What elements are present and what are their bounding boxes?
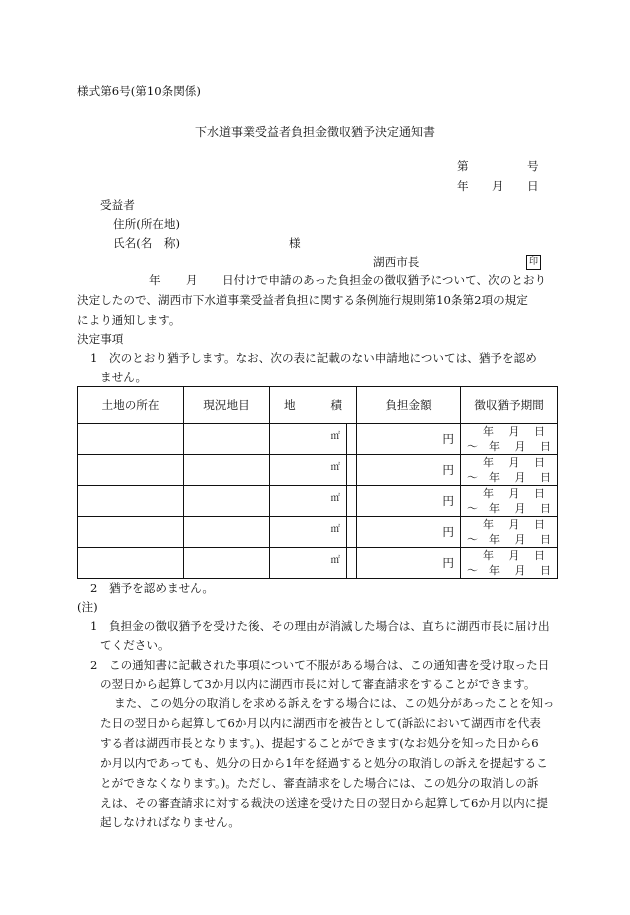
cell-land-use[interactable] — [184, 455, 270, 486]
beneficiary-name: 氏名(名 称) — [113, 236, 181, 250]
period-end: ～ 年 月 日 — [467, 440, 552, 453]
cell-amount[interactable]: 円 — [357, 517, 461, 548]
decision-heading: 決定事項 — [77, 332, 124, 346]
cell-location[interactable] — [78, 548, 184, 579]
cell-location[interactable] — [78, 424, 184, 455]
period-start: 年 月 日 — [483, 549, 546, 562]
note-1: 1 負担金の徴収猶予を受けた後、その理由が消滅した場合は、直ちに湖西市長に届け出 — [90, 619, 550, 633]
cell-period[interactable] — [461, 517, 558, 548]
table-row — [78, 455, 558, 486]
seal-mark: 印 — [526, 255, 541, 270]
cell-land-use[interactable] — [184, 517, 270, 548]
period-start: 年 月 日 — [483, 425, 546, 438]
date-year: 年 — [457, 179, 469, 193]
note-2-line-3: また、この処分の取消しを求める訴えをする場合には、この処分があったことを知っ — [114, 696, 555, 710]
intro-month: 月 — [186, 273, 198, 287]
cell-location[interactable] — [78, 517, 184, 548]
date-month: 月 — [492, 179, 504, 193]
cell-area[interactable] — [270, 424, 347, 455]
beneficiary-heading: 受益者 — [100, 198, 135, 212]
cell-period[interactable] — [461, 486, 558, 517]
doc-no-suffix: 号 — [527, 159, 539, 173]
cell-area[interactable] — [270, 486, 347, 517]
cell-area[interactable] — [270, 517, 347, 548]
table-row — [78, 424, 558, 455]
document-title: 下水道事業受益者負担金徴収猶予決定通知書 — [194, 125, 435, 139]
cell-area[interactable] — [270, 548, 347, 579]
cell-area-fraction[interactable] — [347, 455, 357, 486]
intro-text-3: により通知します。 — [77, 313, 181, 327]
header-location: 土地の所在 — [78, 387, 184, 424]
area-unit: ㎡ — [330, 431, 340, 442]
note-2-line-6: か月以内であっても、処分の日から1年を経過すると処分の取消しの訴えを提起するこ — [100, 756, 548, 770]
cell-area-fraction[interactable] — [347, 517, 357, 548]
beneficiary-honorific: 様 — [289, 236, 301, 250]
beneficiary-address: 住所(所在地) — [113, 217, 181, 231]
note-2-line-4: た日の翌日から起算して6か月以内に湖西市を被告として(訴訟において湖西市を代表 — [100, 716, 541, 730]
cell-amount[interactable]: 円 — [357, 424, 461, 455]
decision-item-1: 1 次のとおり猶予します。なお、次の表に記載のない申請地については、猶予を認め — [90, 351, 537, 365]
deferral-table — [77, 386, 558, 579]
header-area: 地 積 — [270, 387, 357, 424]
cell-land-use[interactable] — [184, 486, 270, 517]
note-2-line-5: する者は湖西市長となります。)、提起することができます(なお処分を知った日から6 — [100, 736, 539, 750]
decision-item-1-cont: ません。 — [100, 370, 148, 384]
period-start: 年 月 日 — [483, 487, 546, 500]
cell-land-use[interactable] — [184, 424, 270, 455]
doc-no-prefix: 第 — [457, 159, 469, 173]
note-1-cont: てください。 — [100, 638, 170, 652]
note-2-line-2: の翌日から起算して3か月以内に湖西市長に対して審査請求をすることができます。 — [100, 677, 536, 691]
header-amount: 負担金額 — [357, 387, 461, 424]
cell-land-use[interactable] — [184, 548, 270, 579]
intro-text-1: 日付けで申請のあった負担金の徴収猶予について、次のとおり — [222, 273, 547, 287]
intro-year: 年 — [149, 273, 161, 287]
cell-amount[interactable]: 円 — [357, 548, 461, 579]
period-end: ～ 年 月 日 — [467, 502, 552, 515]
period-start: 年 月 日 — [483, 456, 546, 469]
issuer-name: 湖西市長 — [373, 255, 420, 269]
area-unit: ㎡ — [330, 524, 340, 535]
cell-area[interactable] — [270, 455, 347, 486]
area-unit: ㎡ — [330, 493, 340, 504]
area-unit: ㎡ — [330, 462, 340, 473]
period-end: ～ 年 月 日 — [467, 533, 552, 546]
issuer-seal — [526, 255, 541, 270]
header-land-use: 現況地目 — [184, 387, 270, 424]
form-label: 様式第6号(第10条関係) — [77, 84, 201, 98]
notes-heading: (注) — [77, 600, 98, 614]
cell-period[interactable] — [461, 424, 558, 455]
cell-area-fraction[interactable] — [347, 486, 357, 517]
note-2-line-8: えは、その審査請求に対する裁決の送達を受けた日の翌日から起算して6か月以内に提 — [100, 796, 548, 810]
table-row — [78, 517, 558, 548]
note-2: 2 この通知書に記載された事項について不服がある場合は、この通知書を受け取った日 — [90, 658, 550, 672]
area-unit: ㎡ — [330, 555, 340, 566]
date-day: 日 — [527, 179, 539, 193]
cell-location[interactable] — [78, 455, 184, 486]
cell-amount[interactable]: 円 — [357, 455, 461, 486]
cell-area-fraction[interactable] — [347, 548, 357, 579]
table-header-row — [78, 387, 558, 424]
period-end: ～ 年 月 日 — [467, 471, 552, 484]
cell-period[interactable] — [461, 548, 558, 579]
cell-location[interactable] — [78, 486, 184, 517]
period-end: ～ 年 月 日 — [467, 564, 552, 577]
note-2-line-7: とができなくなります。)。ただし、審査請求をした場合には、この処分の取消しの訴 — [100, 776, 539, 790]
table-row — [78, 486, 558, 517]
table-row — [78, 548, 558, 579]
note-2-line-9: 起しなければなりません。 — [100, 815, 240, 829]
cell-period[interactable] — [461, 455, 558, 486]
cell-area-fraction[interactable] — [347, 424, 357, 455]
period-start: 年 月 日 — [483, 518, 546, 531]
decision-item-2: 2 猶予を認めません。 — [90, 581, 215, 595]
header-period: 徴収猶予期間 — [461, 387, 558, 424]
intro-text-2: 決定したので、湖西市下水道事業受益者負担に関する条例施行規則第10条第2項の規定 — [77, 293, 528, 307]
cell-amount[interactable]: 円 — [357, 486, 461, 517]
